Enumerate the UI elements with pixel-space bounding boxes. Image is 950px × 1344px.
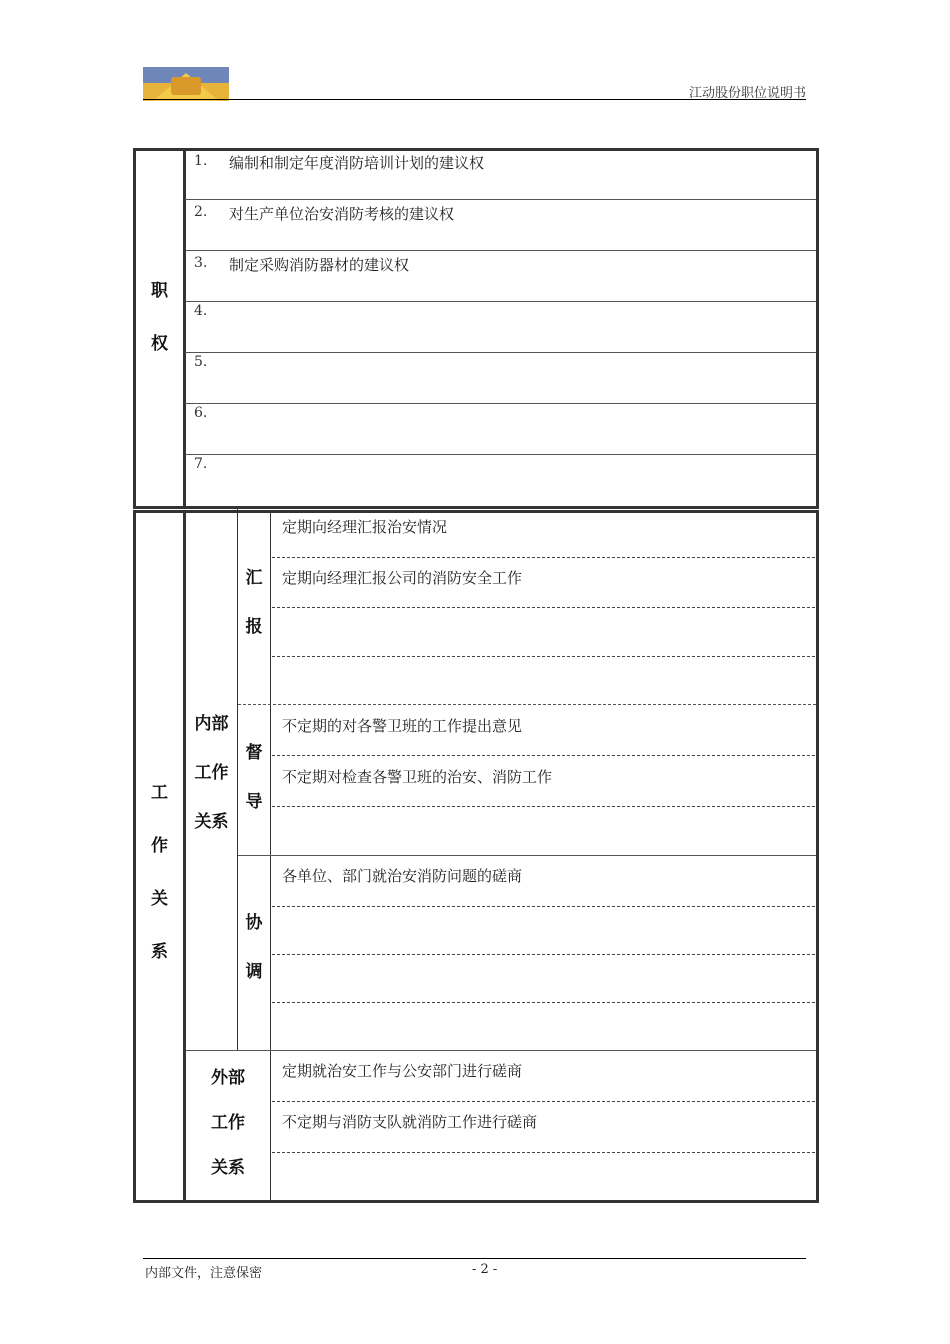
external-relations-label: 外部 工作 关系 [211, 1067, 245, 1178]
row-dash [272, 906, 815, 907]
supervise-label: 督 导 [245, 743, 263, 812]
authority-item-number: 6. [194, 405, 208, 421]
row-dash [272, 1002, 815, 1003]
row-divider [185, 250, 816, 251]
page-number: - 2 - [472, 1262, 498, 1277]
row-divider [185, 403, 816, 404]
authority-label: 职 权 [151, 281, 168, 354]
authority-item-number: 7. [194, 456, 208, 472]
authority-item-text: 对生产单位治安消防考核的建议权 [229, 205, 455, 223]
company-logo [143, 67, 229, 101]
row-dash [272, 806, 815, 807]
authority-item-number: 3. [194, 255, 208, 271]
row-dash [272, 1152, 815, 1153]
internal-relations-label: 内部 工作 关系 [194, 713, 229, 832]
table-border-bottom [133, 1200, 819, 1203]
authority-item-text: 编制和制定年度消防培训计划的建议权 [229, 154, 485, 172]
group-divider [238, 855, 816, 856]
table-border-right [816, 510, 819, 1202]
row-divider [185, 352, 816, 353]
report-label: 汇 报 [245, 568, 263, 637]
authority-item-text: 制定采购消防器材的建议权 [229, 256, 410, 274]
row-dash [272, 755, 815, 756]
coordinate-row: 各单位、部门就治安消防问题的磋商 [282, 867, 523, 885]
row-dash [272, 656, 815, 657]
row-dash [272, 607, 815, 608]
authority-item-number: 2. [194, 204, 208, 220]
footer-rule [143, 1258, 806, 1259]
row-divider [185, 454, 816, 455]
row-divider [185, 199, 816, 200]
table-border-bottom [133, 506, 819, 509]
table-border-right [816, 148, 819, 508]
supervise-row: 不定期的对各警卫班的工作提出意见 [282, 717, 523, 735]
authority-item-number: 4. [194, 303, 208, 319]
external-row: 定期就治安工作与公安部门进行磋商 [282, 1062, 523, 1080]
authority-item-number: 1. [194, 153, 208, 169]
content-column-divider [270, 512, 271, 1200]
confidentiality-note: 内部文件，注意保密 [145, 1266, 263, 1281]
table-border-top [133, 148, 819, 151]
external-row: 不定期与消防支队就消防工作进行磋商 [282, 1113, 538, 1131]
report-row: 定期向经理汇报公司的消防安全工作 [282, 569, 523, 587]
coordinate-label: 协 调 [245, 913, 263, 982]
row-dash [272, 557, 815, 558]
document-title: 江动股份职位说明书 [688, 86, 806, 101]
row-divider [185, 301, 816, 302]
relations-label: 工 作 关 系 [151, 783, 168, 962]
row-dash [272, 1101, 815, 1102]
row-dash [272, 954, 815, 955]
supervise-row: 不定期对检查各警卫班的治安、消防工作 [282, 768, 553, 786]
table-border-top [133, 510, 819, 513]
group-divider [185, 1050, 816, 1051]
report-row: 定期向经理汇报治安情况 [282, 518, 448, 536]
authority-item-number: 5. [194, 354, 208, 370]
group-divider [238, 704, 816, 705]
